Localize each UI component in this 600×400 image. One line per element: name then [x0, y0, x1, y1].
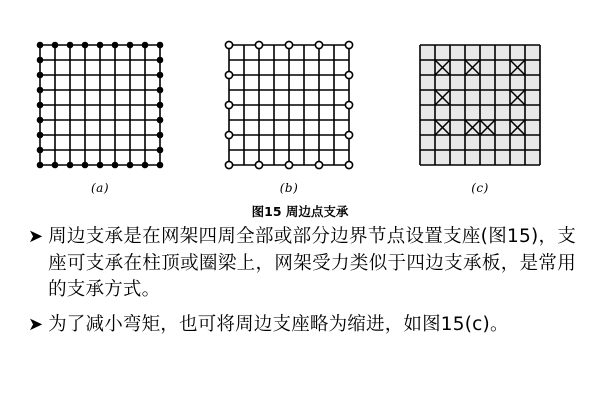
bullet-item-2	[28, 312, 576, 339]
figure-panel-a	[33, 38, 167, 195]
figure-label-c: (c)	[471, 181, 489, 195]
figure-label-a: (a)	[90, 181, 110, 195]
figure-label-b: (b)	[279, 181, 299, 195]
bullet-item-1	[28, 224, 576, 304]
paragraph-2: 为了减小弯矩，也可将周边支座略为缩进，如图15(c)。	[48, 313, 509, 335]
grid-svg-a	[33, 38, 167, 172]
grid-diagram-a	[33, 38, 167, 172]
figure-caption: 图15 周边点支承	[251, 204, 349, 219]
paragraph-1: 周边支承是在网架四周全部或部分边界节点设置支座(图15)，支座可支承在柱顶或圈梁上，网架受力类似于四边支承板，是常用的支承方式。	[48, 226, 576, 300]
figure-panel-c	[413, 38, 547, 195]
grid-svg-b	[222, 38, 356, 172]
figure-panel-b	[222, 38, 356, 195]
bullet-arrow-icon: ➤	[28, 226, 44, 247]
grid-diagram-b	[222, 38, 356, 172]
grid-svg-c	[413, 38, 547, 172]
grid-diagram-c	[413, 38, 547, 172]
body-text	[28, 224, 576, 344]
bullet-arrow-icon-2: ➤	[28, 313, 44, 335]
